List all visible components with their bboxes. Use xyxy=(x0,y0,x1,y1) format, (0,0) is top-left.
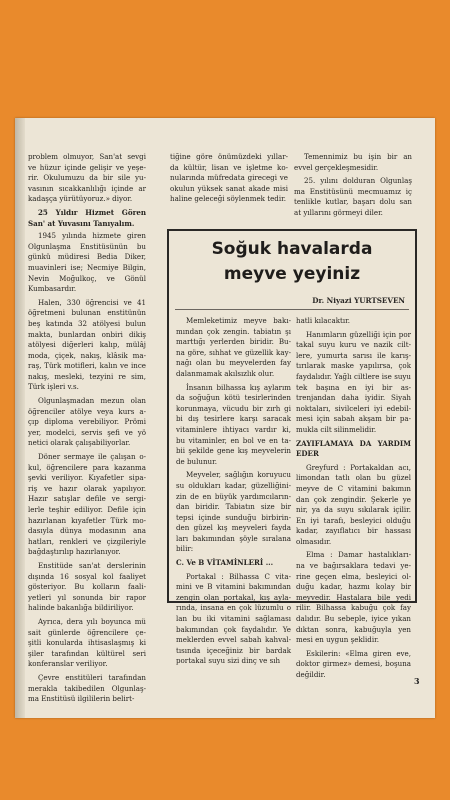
article-column-2 xyxy=(296,316,411,684)
subheading: ZAYIFLAMAYA DA YARDIM EDER xyxy=(296,438,411,459)
paragraph: 25. yılını dolduran Olgunlaş ma Enstitüsünü mecmuamız iç tenlikle kutlar, başarı dolu san at yıllarını görmeyi diler. xyxy=(294,176,412,217)
title-divider xyxy=(175,309,409,310)
paragraph: İnsanın bilhassa kış aylarım da soğuğun kötü tesirlerinden korunmaya, vücudu bir zırh gi bi dış tesirlere karşı saracak vitaminlere ihtiyacı vardır ki, bu vitaminler, en bol ve en ta- bii şekilde gene kış meyvelerin de bulunur. xyxy=(176,382,291,466)
paragraph: Eskilerin: «Elma giren eve, doktor girmez» demesi, boşuna değildir. xyxy=(296,648,411,679)
subheading: C. Ve B VİTAMİNLERİ ... xyxy=(176,558,274,568)
paragraph: Meyveler, sağlığın koruyucu su oldukları kadar, güzelliğini- zin de en büyük yardımcıların- dan biridir. Tabiatın size bir tepsi içinde sunduğu birbirin- den güzel kış meyveleri fayda ları bakımından şöyle sıralana bilir: xyxy=(176,470,291,554)
column-2 xyxy=(170,152,288,208)
paragraph: Halen, 330 öğrencisi ve 41 öğretmeni bulunan enstitünün beş katında 32 atölyesi bulun makta, bunlardan onbiri dikiş atölyesi diğerleri kalıp, mülâj moda, çiçek, nakış, klâsik ma- raş, Türk motifleri, kalın ve ince nakış, mesleki, tezyini re sim, Türk işleri v.s. xyxy=(28,297,146,392)
paragraph: Hanımların güzelliği için por takal suyu kuru ve nazik cilt- lere, yumurta sarısı ile karış- tırılarak maske yapılırsa, çok faydalıdır. Yağlı ciltlere ise suyu tek başına en iyi bir as- trenjandan daha iyidir. Siyah noktaları, sivilceleri iyi edebil- mesi için sabah akşam bir pa- mukla cilt silinmelidir. xyxy=(296,329,411,434)
paragraph: hatli kılacaktır. xyxy=(296,316,350,325)
paragraph: Çevre enstitüleri tarafından merakla takibedilen Olgunlaş- ma Enstitüsü ilgililerin belirt- xyxy=(28,672,146,704)
article-title-line-1: Soğuk havalarda xyxy=(211,239,373,259)
page-number: 3 xyxy=(414,676,420,686)
paragraph: tiğine göre önümüzdeki yıllar- da kültür, lisan ve işletme ko- nularında müfredata girecegi ve okulun yüksek sanat akade misi haline geleceği söylenmek tedir. xyxy=(170,152,288,204)
paragraph: Elma : Damar hastalıkları- na ve bağırsaklara tedavi ye- rine geçen elma, besleyici ol- duğu kadar, hazmı kolay bir meyvedir. Hastalara bile yedi rilir. Bilhassa kabuğu çok fay dalıdır. Bu sebeple, iyice yıkan dıktan sonra, kabuğuyla yen mesi en uygun şeklidir. xyxy=(296,550,411,645)
article-column-1 xyxy=(176,316,291,670)
paragraph: Enstitüde san'at derslerinin dışında 16 sosyal kol faaliyet gösteriyor. Bu kolların faali- yetleri yıl sonunda bir rapor halinde bakanlığa bildiriliyor. xyxy=(28,560,146,613)
paragraph: 1945 yılında hizmete giren Olgunlaşma Enstitüsünün bu günkü müdiresi Bedia Diker, muavinleri ise; Necmiye Bilgin, Nevin Moğulkoç, ve Gönül Kumbasardır. xyxy=(28,231,146,294)
page-binding xyxy=(15,118,25,718)
paragraph: Döner sermaye ile çalışan o- kul, öğrencilere para kazanma şevki veriliyor. Kıyafetler sipa- riş ve hazır olarak yapılıyor. Hazır satışlar defile ve sergi- lerle teşhir ediliyor. Defile için hazırlanan kıyafetler Türk mo- dasıyla dünya modasının ana hatları, renkleri ve çizgileriyle bağdaştırılıp hazırlanıyor. xyxy=(28,452,146,557)
paragraph: Temennimiz bu işin bir an evvel gerçekleşmesidir. xyxy=(294,152,412,172)
column-1 xyxy=(28,152,146,708)
article-author: Dr. Niyazi YURTSEVEN xyxy=(312,296,405,305)
section-heading: 25 Yıldır Hizmet Gören San' at Yuvasını Tanıyalım. xyxy=(28,207,146,228)
paragraph: Ayrıca, dera yılı boyunca mü sait günlerde öğrencilere çe- şitli konularda ihtisaslaşmış ki şiler tarafından kültürel seri konferanslar veriliyor. xyxy=(28,616,146,669)
paragraph: Memleketimiz meyve bakı- mından çok zengin. tabiatın şı marttığı yerlerden biridir. Bu- na göre, sıhhat ve güzellik kay- nağı olan bu meyvelerden fay dalanmamak akılsızlık olur. xyxy=(176,316,291,378)
column-3 xyxy=(294,152,412,222)
paragraph: problem olmuyor, San'at sevgi ve hüzur içinde gelişir ve yeşe- rir. Okulumuzu da bir sile yu- vasının sıcakkanlılığı içinde ar kadaşça yürütüyoruz.» diyor. xyxy=(28,152,146,204)
paragraph: Portakal : Bilhassa C vita- mini ve B vitamini bakımından zengin olan portakal, kış ayla- rında, insana en çok lüzumlu o lan bu iki vitamini sağlaması bakımından çok faydalıdır. Ye meklerden evvel sabah kahval- tısında içeceğiniz bir bardak portakal suyu sizi dinç ve sıh xyxy=(176,571,291,666)
paragraph: Olgunlaşmadan mezun olan öğrenciler atölye veya kurs a- çıp diploma verebiliyor. Prömi yer, modelci, servis şefi ve yö netici olarak çalışabiliyorlar. xyxy=(28,396,146,448)
article-title-line-2: meyve yeyiniz xyxy=(223,264,361,284)
paragraph: Greyfurd : Portakaldan acı, limondan tatlı olan bu güzel meyve de C vitamini bakımın dan çok zengindir. Şekerle ye nir, ya da suyu sıkılarak içilir. En iyi tarafı, besleyici olduğu kadar, zayıflatıcı bir hassası olmasıdır. xyxy=(296,462,411,546)
